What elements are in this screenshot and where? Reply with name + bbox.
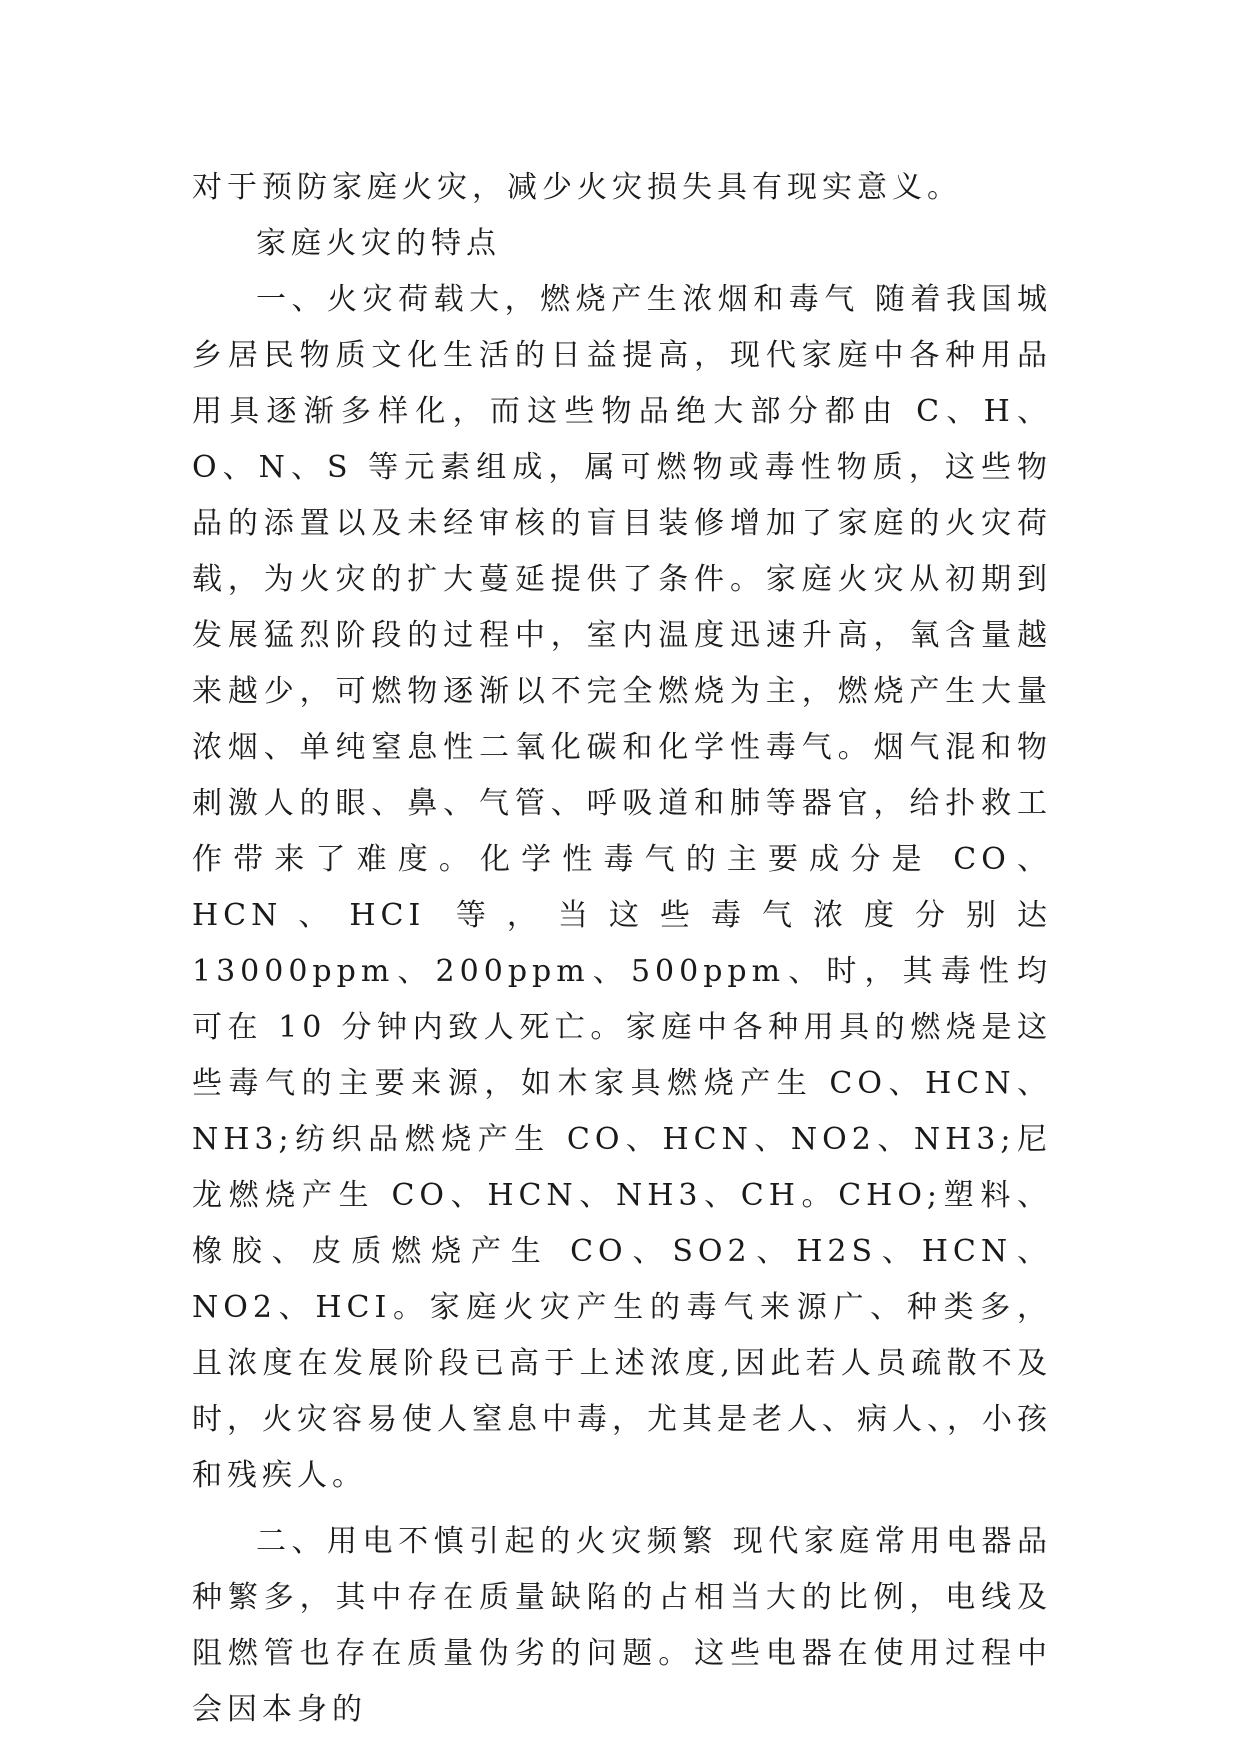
document-page (192, 160, 1052, 1738)
paragraph-fire-load: 一、火灾荷载大，燃烧产生浓烟和毒气 随着我国城乡居民物质文化生活的日益提高，现代家庭中各种用品用具逐渐多样化，而这些物品绝大部分都由 C、H、O、N、S 等元素组成，属可燃物或毒性物质，这些物品的添置以及未经审核的盲目装修增加了家庭的火灾荷载，为火灾的扩大蔓延提供了条件。家庭火灾从初期到发展猛烈阶段的过程中，室内温度迅速升高，氧含量越来越少，可燃物逐渐以不完全燃烧为主，燃烧产生大量浓烟、单纯窒息性二氧化碳和化学性毒气。烟气混和物刺激人的眼、鼻、气管、呼吸道和肺等器官，给扑救工作带来了难度。化学性毒气的主要成分是 CO、HCN、HCI 等，当这些毒气浓度分别达 13000ppm、200ppm、500ppm、时，其毒性均可在 10 分钟内致人死亡。家庭中各种用具的燃烧是这些毒气的主要来源，如木家具燃烧产生 CO、HCN、NH3;纺织品燃烧产生 CO、HCN、NO2、NH3;尼龙燃烧产生 CO、HCN、NH3、CH。CHO;塑料、橡胶、皮质燃烧产生 CO、SO2、H2S、HCN、NO2、HCI。家庭火灾产生的毒气来源广、种类多，且浓度在发展阶段已高于上述浓度,因此若人员疏散不及时，火灾容易使人窒息中毒，尤其是老人、病人、，小孩和残疾人。 (192, 282, 1052, 1493)
paragraph-continuation: 对于预防家庭火灾，减少火灾损失具有现实意义。 (192, 170, 962, 205)
paragraph-electrical-fires: 二、用电不慎引起的火灾频繁 现代家庭常用电器品种繁多，其中存在质量缺陷的占相当大的比例，电线及阻燃管也存在质量伪劣的问题。这些电器在使用过程中会因本身的 (192, 1524, 1052, 1727)
section-heading: 家庭火灾的特点 (256, 226, 501, 261)
